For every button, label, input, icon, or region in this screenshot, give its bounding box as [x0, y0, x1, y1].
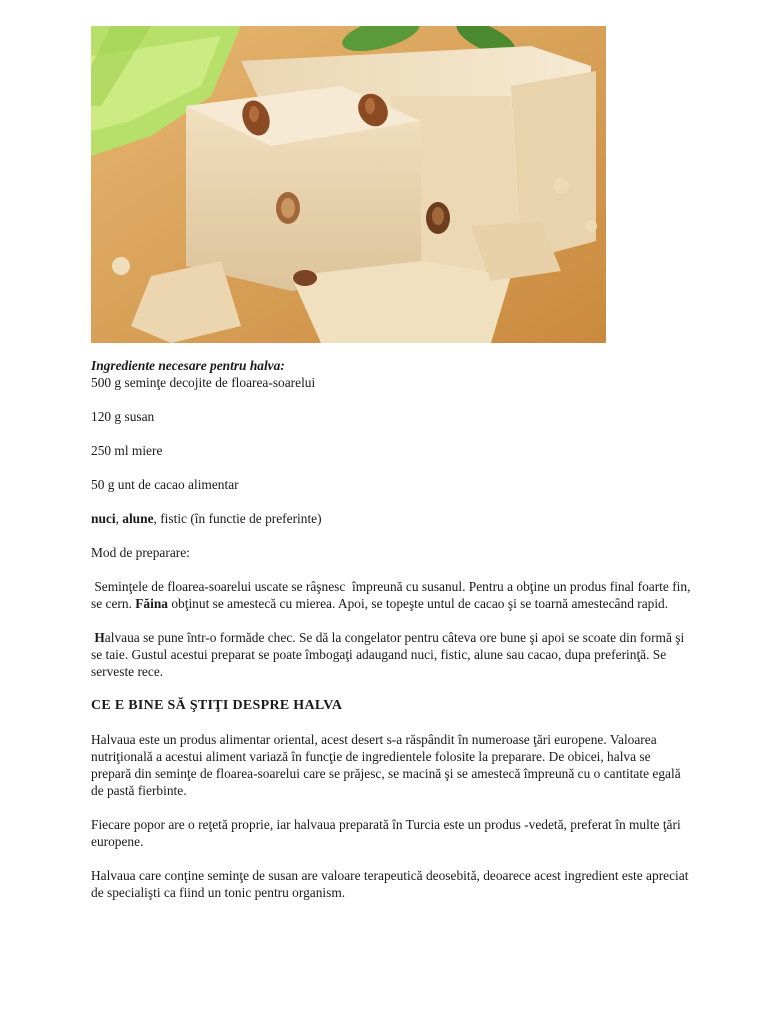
ingredient-item: 500 g seminţe decojite de floarea-soarelui [91, 375, 316, 390]
recipe-text [91, 357, 694, 901]
ingredient-item: 250 ml miere [91, 443, 163, 458]
preparation-label: Mod de preparare: [91, 545, 190, 560]
about-paragraph-3: Halvaua care conţine seminţe de susan are valoare terapeutică deosebită, deoarece acest ingredient este apreciat de specialişti ca fiind un tonic pentru organism. [91, 868, 689, 900]
prep-p2-bold: H [94, 630, 105, 645]
prep-p1-bold: Făina [135, 596, 168, 611]
nuts-rest: , fistic (în functie de preferinte) [153, 511, 322, 526]
about-paragraph-1: Halvaua este un produs alimentar oriental, acest desert s-a răspândit în numeroase ţări europene. Valoarea nutriţională a acestui aliment variază în funcţie de ingredientele folosite la preparare. De obicei, halva se prepară din seminţe de floarea-soarelui care se prăjesc, se macină şi se amestecă împreună cu o cantitate egală de pastă fierbinte. [91, 732, 681, 798]
ingredient-nuts [91, 510, 691, 527]
ingredient-item: 120 g susan [91, 409, 155, 424]
halva-photo [91, 26, 606, 343]
prep-p2-rest: alvaua se pune într-o formăde chec. Se dă la congelator pentru câteva ore bune şi apoi se scoate din formă şi se taie. Gustul acestui preparat se poate îmbogaţi adaugand nuci, fistic, alune sau cacao, dupa preferinţă. Se serveste rece. [91, 630, 688, 679]
preparation-paragraph-1 [91, 578, 694, 612]
halva-illustration [91, 26, 606, 343]
about-paragraph-2: Fiecare popor are o reţetă proprie, iar halvaua preparată în Turcia este un produs -vedetă, preferat în multe ţări europene. [91, 817, 681, 849]
ingredients-title: Ingrediente necesare pentru halva: [91, 358, 285, 373]
about-heading: CE E BINE SĂ ŞTIŢI DESPRE HALVA [91, 698, 343, 713]
nuts-bold-alune: alune [122, 511, 154, 526]
ingredient-item: 50 g unt de cacao alimentar [91, 477, 239, 492]
preparation-paragraph-2 [91, 629, 691, 680]
prep-p1-text-a: Seminţele de floarea-soarelui uscate se râşnesc împreună cu susanul. Pentru a obţine un produs final foarte fin, se cern. [91, 579, 694, 611]
nuts-bold-nuci: nuci [91, 511, 116, 526]
nuts-separator: , [115, 511, 123, 526]
prep-p1-text-b: obţinut se amestecă cu mierea. Apoi, se topeşte untul de cacao şi se toarnă amestecând rapid. [168, 596, 669, 611]
